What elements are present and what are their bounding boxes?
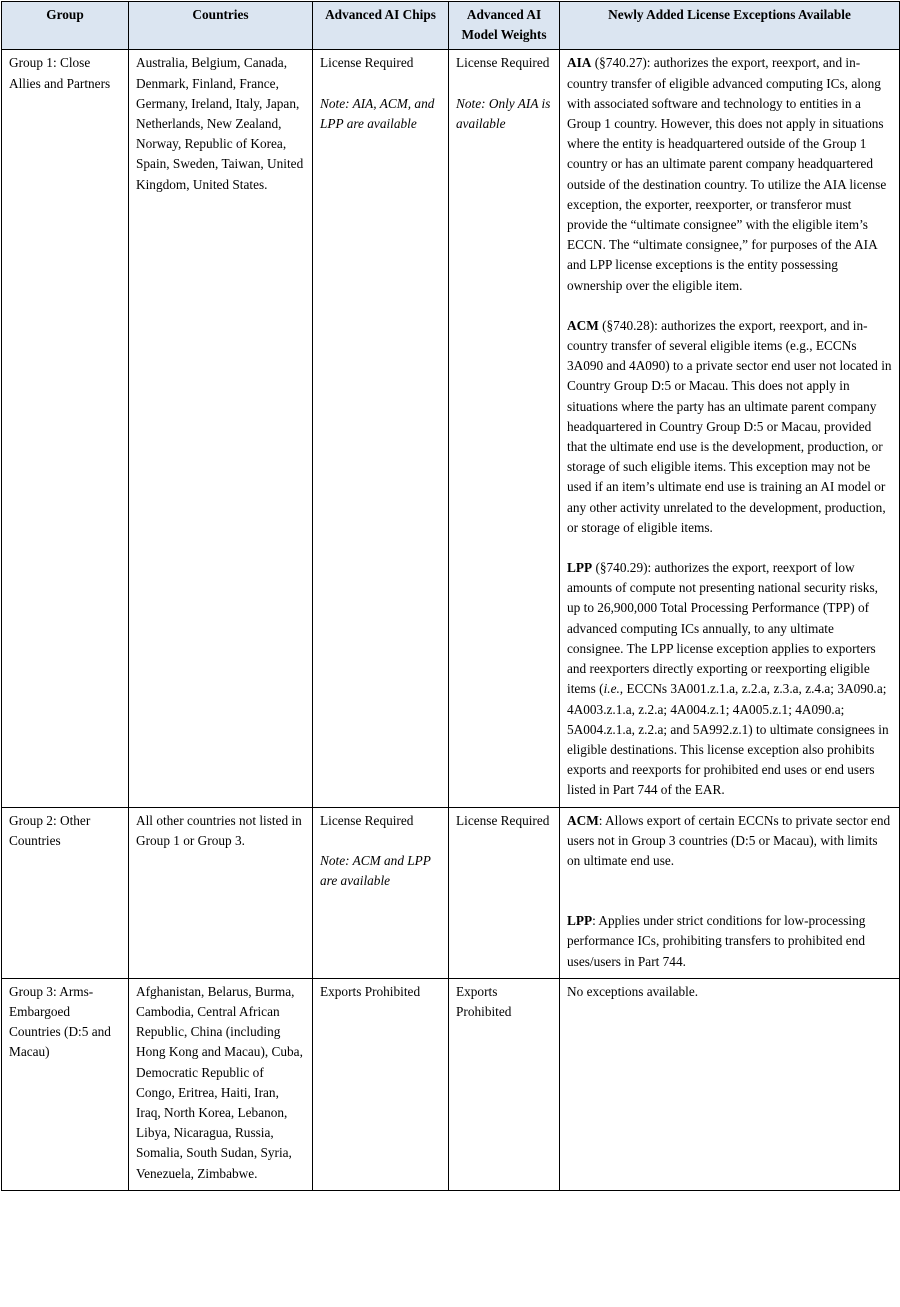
- exception-code: AIA: [567, 55, 592, 71]
- weights-cell: [449, 807, 560, 978]
- exception-text: (§740.29): authorizes the export, reexport of low amounts of compute not presenting national security risks, up to 26,900,000 Total Processing Performance (TPP) of advanced computing ICs annually, to any ultimate consignee. The LPP license exception applies to exporters and reexporters directly exporting or reexporting eligible items (: [567, 560, 878, 697]
- exception-text: (§740.27): authorizes the export, reexport, and in-country transfer of eligible advanced computing ICs, along with associated software and technology to entities in a Group 1 country. However, this does not apply in situations where the entity is headquartered outside of the Group 1 country or has an ultimate parent company headquartered outside of the destination country. To utilize the AIA license exception, the exporter, reexporter, or transferor must provide the “ultimate consignee” with the eligible item’s ECCN. The “ultimate consignee,” for purposes of the AIA and LPP license exceptions is the entity possessing ownership over the eligible item.: [567, 55, 887, 293]
- chips-cell: Exports Prohibited: [313, 978, 449, 1190]
- countries-cell: Australia, Belgium, Canada, Denmark, Finland, France, Germany, Ireland, Italy, Japan, Netherlands, New Zealand, Norway, Republic of Korea, Spain, Sweden, Taiwan, United Kingdom, United States.: [129, 50, 313, 807]
- header-countries: Countries: [129, 2, 313, 50]
- exception-code: LPP: [567, 560, 593, 576]
- chips-cell: [313, 807, 449, 978]
- weights-cell: [449, 50, 560, 807]
- exception-text: : Allows export of certain ECCNs to private sector end users not in Group 3 countries (D:5 or Macau), with limits on ultimate end use.: [567, 812, 891, 868]
- chips-note: Note: AIA, ACM, and LPP are available: [320, 95, 435, 131]
- exceptions-cell: [560, 50, 900, 807]
- chips-status: License Required: [320, 812, 414, 828]
- header-row: [2, 2, 900, 50]
- group-cell: Group 1: Close Allies and Partners: [2, 50, 129, 807]
- group-cell: Group 2: Other Countries: [2, 807, 129, 978]
- chips-note: Note: ACM and LPP are available: [320, 852, 431, 888]
- table-row-group-3: [2, 978, 900, 1190]
- table-row-group-2: [2, 807, 900, 978]
- weights-status: License Required: [456, 55, 550, 71]
- countries-cell: Afghanistan, Belarus, Burma, Cambodia, Central African Republic, China (including Hong Kong and Macau), Cuba, Democratic Republic of Congo, Eritrea, Haiti, Iran, Iraq, North Korea, Lebanon, Libya, Nicaragua, Russia, Somalia, South Sudan, Syria, Venezuela, Zimbabwe.: [129, 978, 313, 1190]
- license-exceptions-table: [1, 1, 900, 1191]
- exception-lpp: [567, 911, 892, 972]
- weights-status: License Required: [456, 812, 550, 828]
- header-exceptions: Newly Added License Exceptions Available: [560, 2, 900, 50]
- table-header: [2, 2, 900, 50]
- exception-aia: [567, 53, 892, 295]
- exception-lpp: [567, 558, 892, 800]
- exception-text: : Applies under strict conditions for low-processing performance ICs, prohibiting transfers to prohibited end uses/users in Part 744.: [567, 913, 866, 969]
- exception-text: (§740.28): authorizes the export, reexport, and in-country transfer of several eligible items (e.g., ECCNs 3A090 and 4A090) to a private sector end user not located in Country Group D:5 or Macau. This does not apply in situations where the party has an ultimate parent company headquartered in Country Group D:5 or Macau, provided that the ultimate end use is the development, production, or storage of such eligible items. This exception may not be used if an item’s ultimate end use is training an AI model or any other activity unrelated to the development, production, or storage of eligible items.: [567, 317, 892, 535]
- chips-status: License Required: [320, 55, 414, 71]
- header-chips: Advanced AI Chips: [313, 2, 449, 50]
- weights-cell: Exports Prohibited: [449, 978, 560, 1190]
- header-group: Group: [2, 2, 129, 50]
- group-cell: Group 3: Arms-Embargoed Countries (D:5 and Macau): [2, 978, 129, 1190]
- header-weights: Advanced AI Model Weights: [449, 2, 560, 50]
- chips-cell: [313, 50, 449, 807]
- exception-code: ACM: [567, 812, 599, 828]
- exception-code: LPP: [567, 913, 593, 929]
- table-row-group-1: [2, 50, 900, 807]
- exception-acm: [567, 316, 892, 538]
- countries-cell: All other countries not listed in Group 1 or Group 3.: [129, 807, 313, 978]
- exception-ie: i.e.,: [603, 681, 624, 697]
- exception-text: ECCNs 3A001.z.1.a, z.2.a, z.3.a, z.4.a; 3A090.a; 4A003.z.1.a, z.2.a; 4A004.z.1; 4A005.z.1; 4A090.a; 5A004.z.1.a, z.2.a; and 5A992.z.1) to ultimate consignees in eligible destinations. This license exception also prohibits exports and reexports for prohibited end uses or end users listed in Part 744 of the EAR.: [567, 681, 889, 798]
- weights-note: Note: Only AIA is available: [456, 95, 551, 131]
- exception-code: ACM: [567, 317, 599, 333]
- exception-acm: [567, 811, 892, 872]
- exceptions-cell: [560, 807, 900, 978]
- exceptions-cell: No exceptions available.: [560, 978, 900, 1190]
